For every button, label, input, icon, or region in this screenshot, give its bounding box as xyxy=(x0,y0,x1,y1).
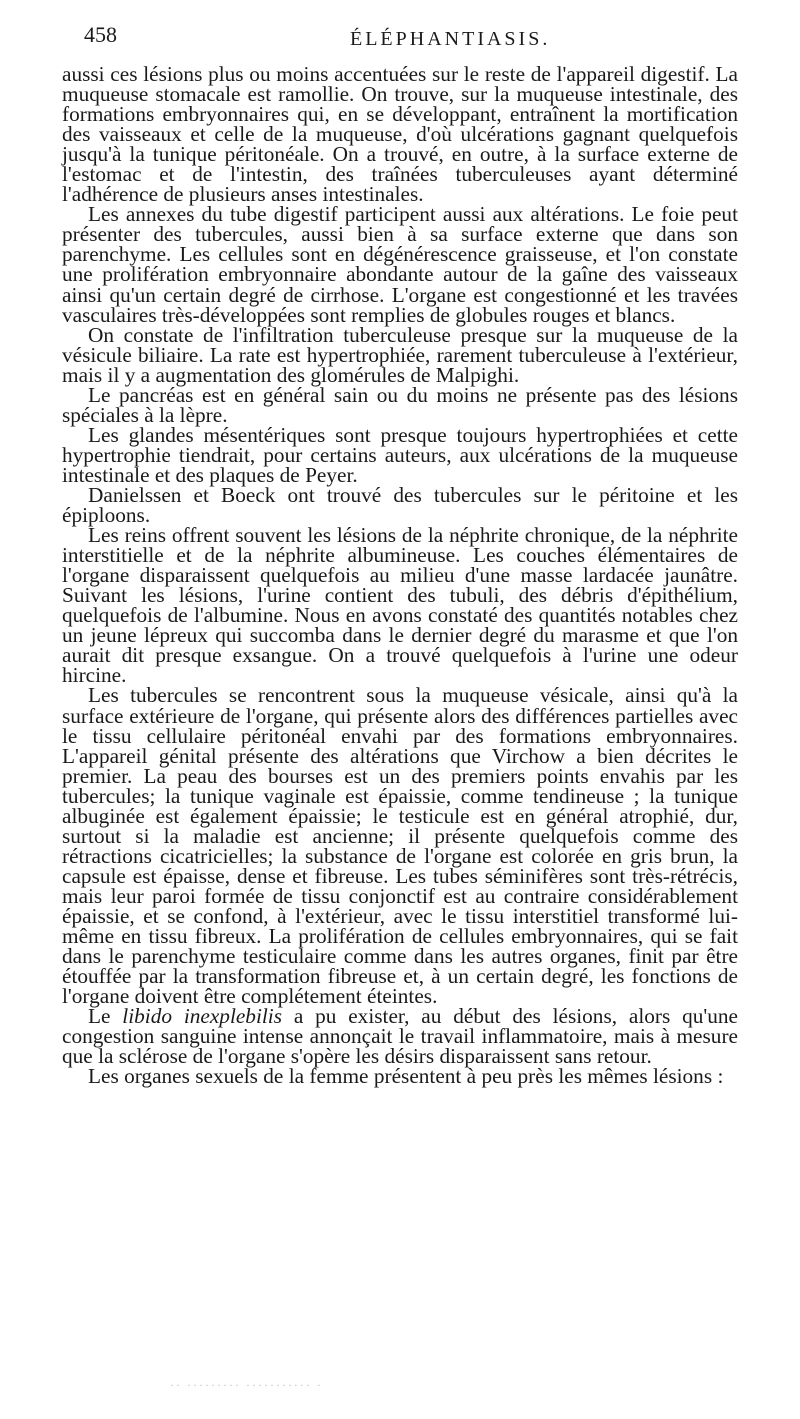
paragraph-digestive-annexes: Les annexes du tube digestif participent aussi aux altérations. Le foie peut présenter des tubercules, aussi bien à sa surface externe que dans son parenchyme. Les cellules sont en dégénérescence graisseuse, et l'on constate une prolifération embryonnaire abondante autour de la gaîne des vaisseaux ainsi qu'un certain degré de cirrhose. L'organe est congestionné et les travées vasculaires très-développées sont remplies de globules rouges et blancs. xyxy=(62,202,738,327)
body-text xyxy=(62,62,738,1089)
paragraph-gallbladder-spleen: On constate de l'infiltration tuberculeuse presque sur la muqueuse de la vésicule biliaire. La rate est hypertrophiée, rarement tuberculeuse à l'extérieur, mais il y a augmentation des glomérules de Malpighi. xyxy=(62,322,738,387)
bleed-through-marks: ·· ········· ··········· · xyxy=(170,1378,323,1392)
libido-text-before: Le xyxy=(88,1004,123,1029)
paragraph-kidneys: Les reins offrent souvent les lésions de la néphrite chronique, de la néphrite interstitielle et de la néphrite albumineuse. Les couches élémentaires de l'organe disparaissent quelquefois au milieu d'une masse lardacée jaunâtre. Suivant les lésions, l'urine contient des tubuli, des débris d'épithélium, quelquefois de l'albumine. Nous en avons constaté des quantités notables chez un jeune lépreux qui succomba dans le dernier degré du marasme et que l'on aurait dit presque exsangue. On a trouvé quelquefois à l'urine une odeur hircine. xyxy=(62,523,738,688)
paragraph-female-organs: Les organes sexuels de la femme présentent à peu près les mêmes lésions : xyxy=(88,1064,724,1089)
page-number: 458 xyxy=(84,22,117,47)
paragraph-bladder-genital: Les tubercules se rencontrent sous la muqueuse vésicale, ainsi qu'à la surface extérieure de l'organe, qui présente alors des différences partielles avec le tissu cellulaire péritonéal envahi par des formations embryonnaires. L'appareil génital présente des altérations que Virchow a bien décrites le premier. La peau des bourses est un des premiers points envahis par les tubercules; la tunique vaginale est épaissie, comme tendineuse ; la tunique albuginée est également épaissie; le testicule est en général atrophié, dur, surtout si la maladie est ancienne; il présente quelquefois comme des rétractions cicatricielles; la substance de l'organe est colorée en gris brun, la capsule est épaisse, dense et fibreuse. Les tubes séminifères sont très-rétrécis, mais leur paroi formée de tissu conjonctif est au contraire considérablement épaissie, et se confond, à l'extérieur, avec le tissu interstitiel transformé lui-même en tissu fibreux. La prolifération de cellules embryonnaires, qui se fait dans le parenchyme testiculaire comme dans les autres organes, finit par être étouffée par la transformation fibreuse et, à un certain degré, les fonctions de l'organe doivent être complétement éteintes. xyxy=(62,683,738,1009)
paragraph-digestive-lesions: aussi ces lésions plus ou moins accentuées sur le reste de l'appareil digestif. La muqueuse stomacale est ramollie. On trouve, sur la muqueuse intestinale, des formations embryonnaires qui, en se développant, entraînent la mortification des vaisseaux et celle de la muqueuse, d'où ulcérations gagnant quelquefois jusqu'à la tunique péritonéale. On a trouvé, en outre, à la surface externe de l'estomac et de l'intestin, des traînées tuberculeuses ayant déterminé l'adhérence de plusieurs anses intestinales. xyxy=(62,62,738,207)
page-header xyxy=(0,18,800,58)
running-title: ÉLÉPHANTIASIS. xyxy=(350,28,551,50)
libido-text-after: a pu exister, au début des lésions, alors qu'une congestion sanguine intense annonçait le travail inflammatoire, mais à mesure que la sclérose de l'organe s'opère les désirs disparaissent sans retour. xyxy=(62,1004,738,1069)
paragraph-pancreas: Le pancréas est en général sain ou du moins ne présente pas des lésions spéciales à la lèpre. xyxy=(62,382,738,427)
paragraph-peritoneum: Danielssen et Boeck ont trouvé des tubercules sur le péritoine et les épiploons. xyxy=(62,482,738,528)
paragraph-libido xyxy=(62,1004,738,1069)
paragraph-mesenteric-glands: Les glandes mésentériques sont presque toujours hypertrophiées et cette hypertrophie tiendrait, pour certains auteurs, aux ulcérations de la muqueuse intestinale et des plaques de Peyer. xyxy=(62,422,738,487)
libido-italic-term: libido inexplebilis xyxy=(122,1004,282,1029)
